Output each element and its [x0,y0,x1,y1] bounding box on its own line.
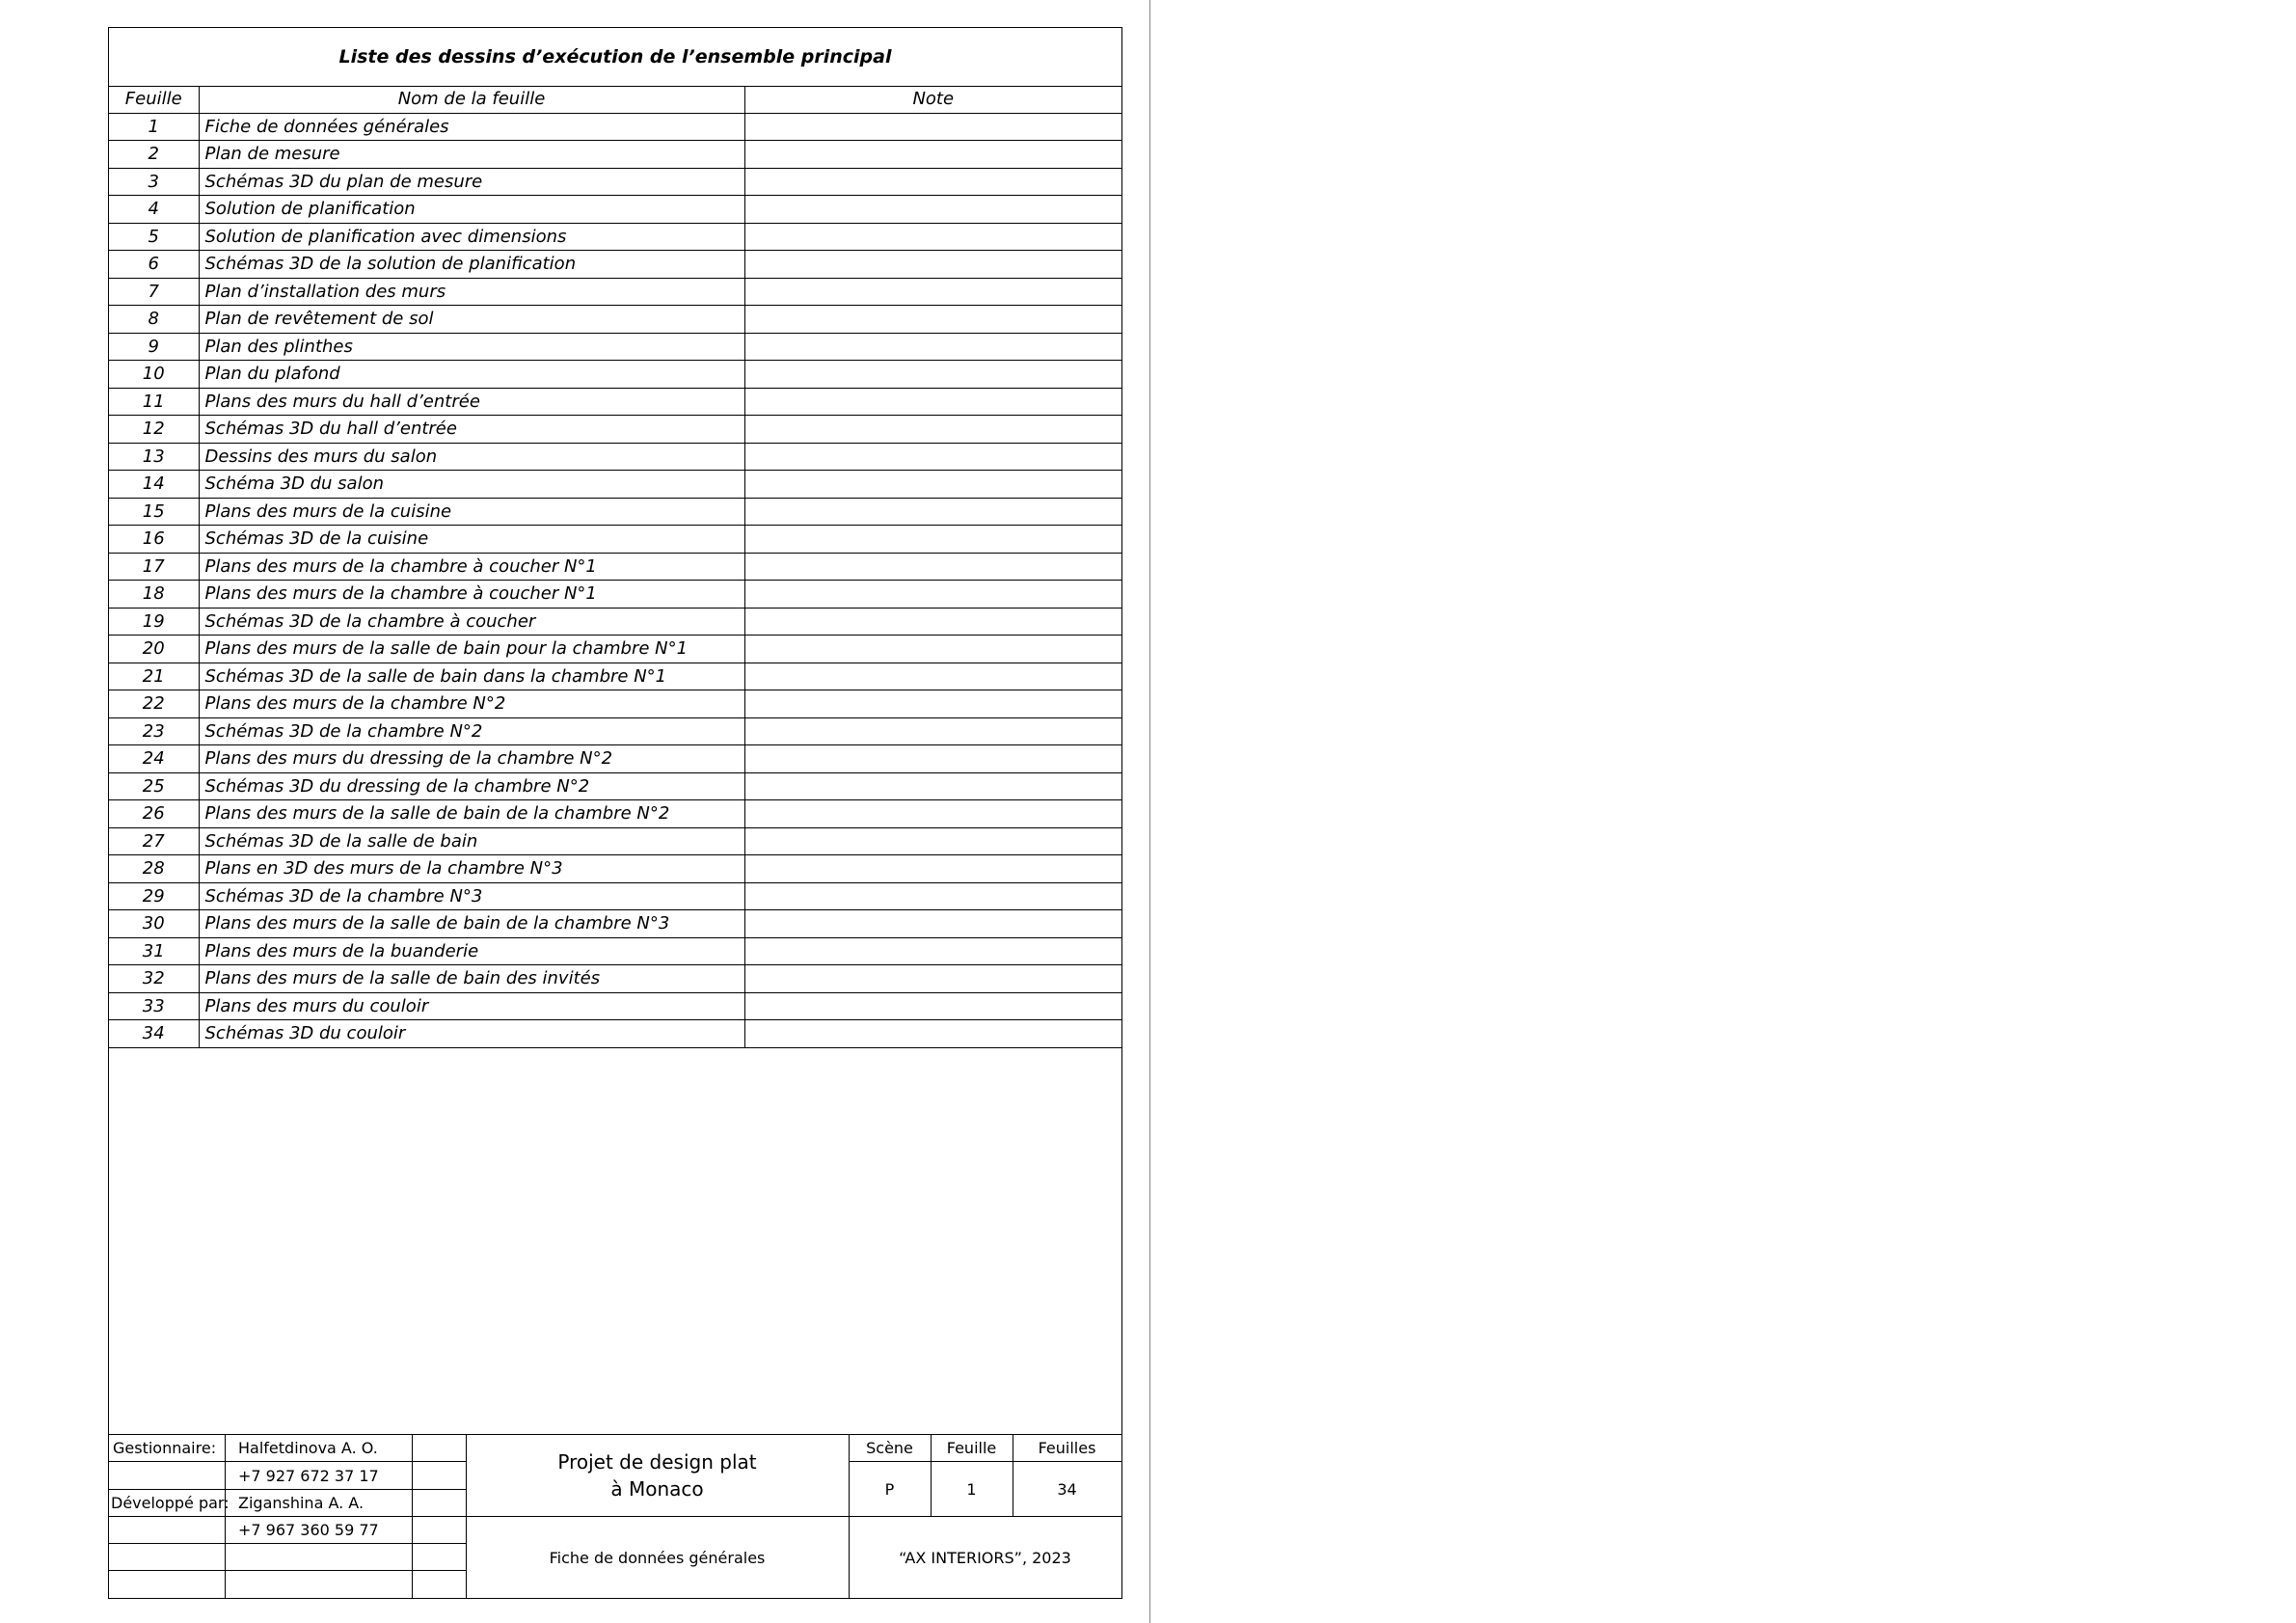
sheet-number-cell: 34 [109,1020,199,1048]
sheet-name-cell: Plans en 3D des murs de la chambre N°3 [199,855,744,883]
note-cell [744,690,1121,718]
page-edge [1149,0,1150,1623]
sheet-number-cell: 13 [109,443,199,471]
sheet-name-cell: Solution de planification [199,196,744,224]
sheet-number-cell: 11 [109,388,199,416]
sheet-number-cell: 4 [109,196,199,224]
sheet-number-cell: 18 [109,581,199,609]
table-row [109,882,1121,910]
manager-label: Gestionnaire: [113,1439,217,1457]
sheet-name-cell: Plans des murs du dressing de la chambre N°2 [199,745,744,773]
sheet-name-cell: Plans des murs de la chambre N°2 [199,690,744,718]
table-row [109,827,1121,855]
table-row [109,992,1121,1020]
drawings-list-table [109,86,1121,1048]
table-row [109,168,1121,196]
sheet-name-cell: Schémas 3D du couloir [199,1020,744,1048]
sheet-name-cell: Plan d’installation des murs [199,278,744,306]
note-cell [744,306,1121,334]
note-cell [744,636,1121,663]
company-name: “AX INTERIORS”, 2023 [899,1549,1071,1567]
manager-phone: +7 927 672 37 17 [238,1466,379,1485]
sheet-name-cell: Schémas 3D du plan de mesure [199,168,744,196]
note-cell [744,443,1121,471]
note-cell [744,251,1121,279]
table-header-row [109,86,1121,113]
sheet-name-cell: Schémas 3D de la chambre N°3 [199,882,744,910]
sheet-name-cell: Plans des murs de la salle de bain pour la chambre N°1 [199,636,744,663]
note-cell [744,471,1121,499]
sheet-number-cell: 25 [109,772,199,800]
table-row [109,581,1121,609]
sheet-number-cell: 7 [109,278,199,306]
sheet-number-cell: 27 [109,827,199,855]
sheet-name-cell: Plans des murs de la chambre à coucher N°1 [199,553,744,581]
sheet-name-cell: Solution de planification avec dimensions [199,223,744,251]
title-block [109,1434,1121,1599]
sheet-name-cell: Plan du plafond [199,361,744,389]
sheet-number-cell: 3 [109,168,199,196]
note-cell [744,141,1121,169]
note-cell [744,910,1121,938]
table-body [109,113,1121,1047]
note-cell [744,581,1121,609]
sheet-label: Feuille [946,1439,997,1457]
note-cell [744,388,1121,416]
table-row [109,800,1121,828]
note-cell [744,992,1121,1020]
sheets-label: Feuilles [1038,1439,1096,1457]
sheet-name-cell: Schémas 3D de la salle de bain dans la chambre N°1 [199,663,744,690]
table-row [109,910,1121,938]
sheet-name-cell: Schémas 3D de la salle de bain [199,827,744,855]
sheet-number-cell: 1 [109,113,199,141]
table-row [109,141,1121,169]
note-cell [744,113,1121,141]
table-row [109,498,1121,526]
sheet-name-cell: Schémas 3D de la chambre à coucher [199,608,744,636]
sheet-number-cell: 16 [109,526,199,554]
sheet-value: 1 [966,1479,977,1499]
sheet-name-cell: Plans des murs de la salle de bain de la chambre N°2 [199,800,744,828]
note-cell [744,168,1121,196]
header-name: Nom de la feuille [199,86,744,113]
table-row [109,608,1121,636]
developer-name: Ziganshina A. A. [238,1494,365,1512]
list-title: Liste des dessins d’exécution de l’ensemble principal [109,28,1121,87]
table-row [109,717,1121,745]
table-row [109,443,1121,471]
sheet-name-cell: Plans des murs du hall d’entrée [199,388,744,416]
note-cell [744,278,1121,306]
stage-label: Scène [866,1439,913,1457]
sheet-name-cell: Plans des murs de la buanderie [199,937,744,965]
sheet-number-cell: 31 [109,937,199,965]
sheet-number-cell: 32 [109,965,199,993]
table-row [109,690,1121,718]
table-row [109,855,1121,883]
note-cell [744,827,1121,855]
sheet-number-cell: 30 [109,910,199,938]
sheet-name-cell: Plans des murs de la chambre à coucher N°1 [199,581,744,609]
sheet-number-cell: 17 [109,553,199,581]
note-cell [744,717,1121,745]
table-row [109,937,1121,965]
drawing-sheet [108,27,1122,1599]
sheet-name-cell: Schémas 3D du hall d’entrée [199,416,744,444]
sheet-number-cell: 23 [109,717,199,745]
note-cell [744,526,1121,554]
sheet-number-cell: 26 [109,800,199,828]
sheet-name-cell: Plan de revêtement de sol [199,306,744,334]
sheet-number-cell: 8 [109,306,199,334]
table-row [109,471,1121,499]
sheet-number-cell: 21 [109,663,199,690]
table-row [109,1020,1121,1048]
manager-name: Halfetdinova A. O. [238,1439,378,1457]
sheet-name-cell: Schémas 3D du dressing de la chambre N°2 [199,772,744,800]
sheet-number-cell: 6 [109,251,199,279]
note-cell [744,553,1121,581]
sheet-number-cell: 9 [109,333,199,361]
table-row [109,772,1121,800]
sheet-name-cell: Dessins des murs du salon [199,443,744,471]
sheet-title: Fiche de données générales [549,1549,766,1567]
note-cell [744,937,1121,965]
table-row [109,745,1121,773]
sheet-name-cell: Plan des plinthes [199,333,744,361]
project-title-line2: à Monaco [610,1477,704,1501]
table-row [109,416,1121,444]
sheet-number-cell: 14 [109,471,199,499]
note-cell [744,608,1121,636]
sheets-value: 34 [1057,1479,1077,1499]
sheet-name-cell: Schémas 3D de la cuisine [199,526,744,554]
sheet-number-cell: 28 [109,855,199,883]
sheet-number-cell: 5 [109,223,199,251]
developer-label: Développé par: [111,1494,230,1512]
note-cell [744,745,1121,773]
sheet-name-cell: Plan de mesure [199,141,744,169]
sheet-number-cell: 29 [109,882,199,910]
note-cell [744,965,1121,993]
sheet-name-cell: Schémas 3D de la solution de planification [199,251,744,279]
developer-phone: +7 967 360 59 77 [238,1521,379,1539]
note-cell [744,223,1121,251]
sheet-name-cell: Plans des murs de la cuisine [199,498,744,526]
stage-value: P [884,1479,895,1499]
header-sheet: Feuille [109,86,199,113]
note-cell [744,800,1121,828]
sheet-name-cell: Plans des murs de la salle de bain des invités [199,965,744,993]
note-cell [744,663,1121,690]
sheet-number-cell: 20 [109,636,199,663]
sheet-number-cell: 22 [109,690,199,718]
table-row [109,361,1121,389]
table-row [109,526,1121,554]
table-row [109,278,1121,306]
note-cell [744,882,1121,910]
sheet-name-cell: Plans des murs du couloir [199,992,744,1020]
sheet-number-cell: 10 [109,361,199,389]
table-row [109,223,1121,251]
table-row [109,663,1121,690]
note-cell [744,361,1121,389]
sheet-number-cell: 12 [109,416,199,444]
table-row [109,553,1121,581]
sheet-number-cell: 19 [109,608,199,636]
sheet-number-cell: 15 [109,498,199,526]
sheet-number-cell: 2 [109,141,199,169]
table-row [109,113,1121,141]
header-note: Note [744,86,1121,113]
sheet-name-cell: Fiche de données générales [199,113,744,141]
table-row [109,306,1121,334]
table-row [109,333,1121,361]
note-cell [744,196,1121,224]
table-row [109,388,1121,416]
sheet-number-cell: 33 [109,992,199,1020]
note-cell [744,416,1121,444]
note-cell [744,855,1121,883]
sheet-name-cell: Schémas 3D de la chambre N°2 [199,717,744,745]
note-cell [744,333,1121,361]
sheet-name-cell: Plans des murs de la salle de bain de la chambre N°3 [199,910,744,938]
sheet-number-cell: 24 [109,745,199,773]
table-row [109,636,1121,663]
note-cell [744,772,1121,800]
sheet-name-cell: Schéma 3D du salon [199,471,744,499]
table-row [109,251,1121,279]
project-title-line1: Projet de design plat [557,1450,757,1474]
note-cell [744,498,1121,526]
note-cell [744,1020,1121,1048]
table-row [109,965,1121,993]
table-row [109,196,1121,224]
